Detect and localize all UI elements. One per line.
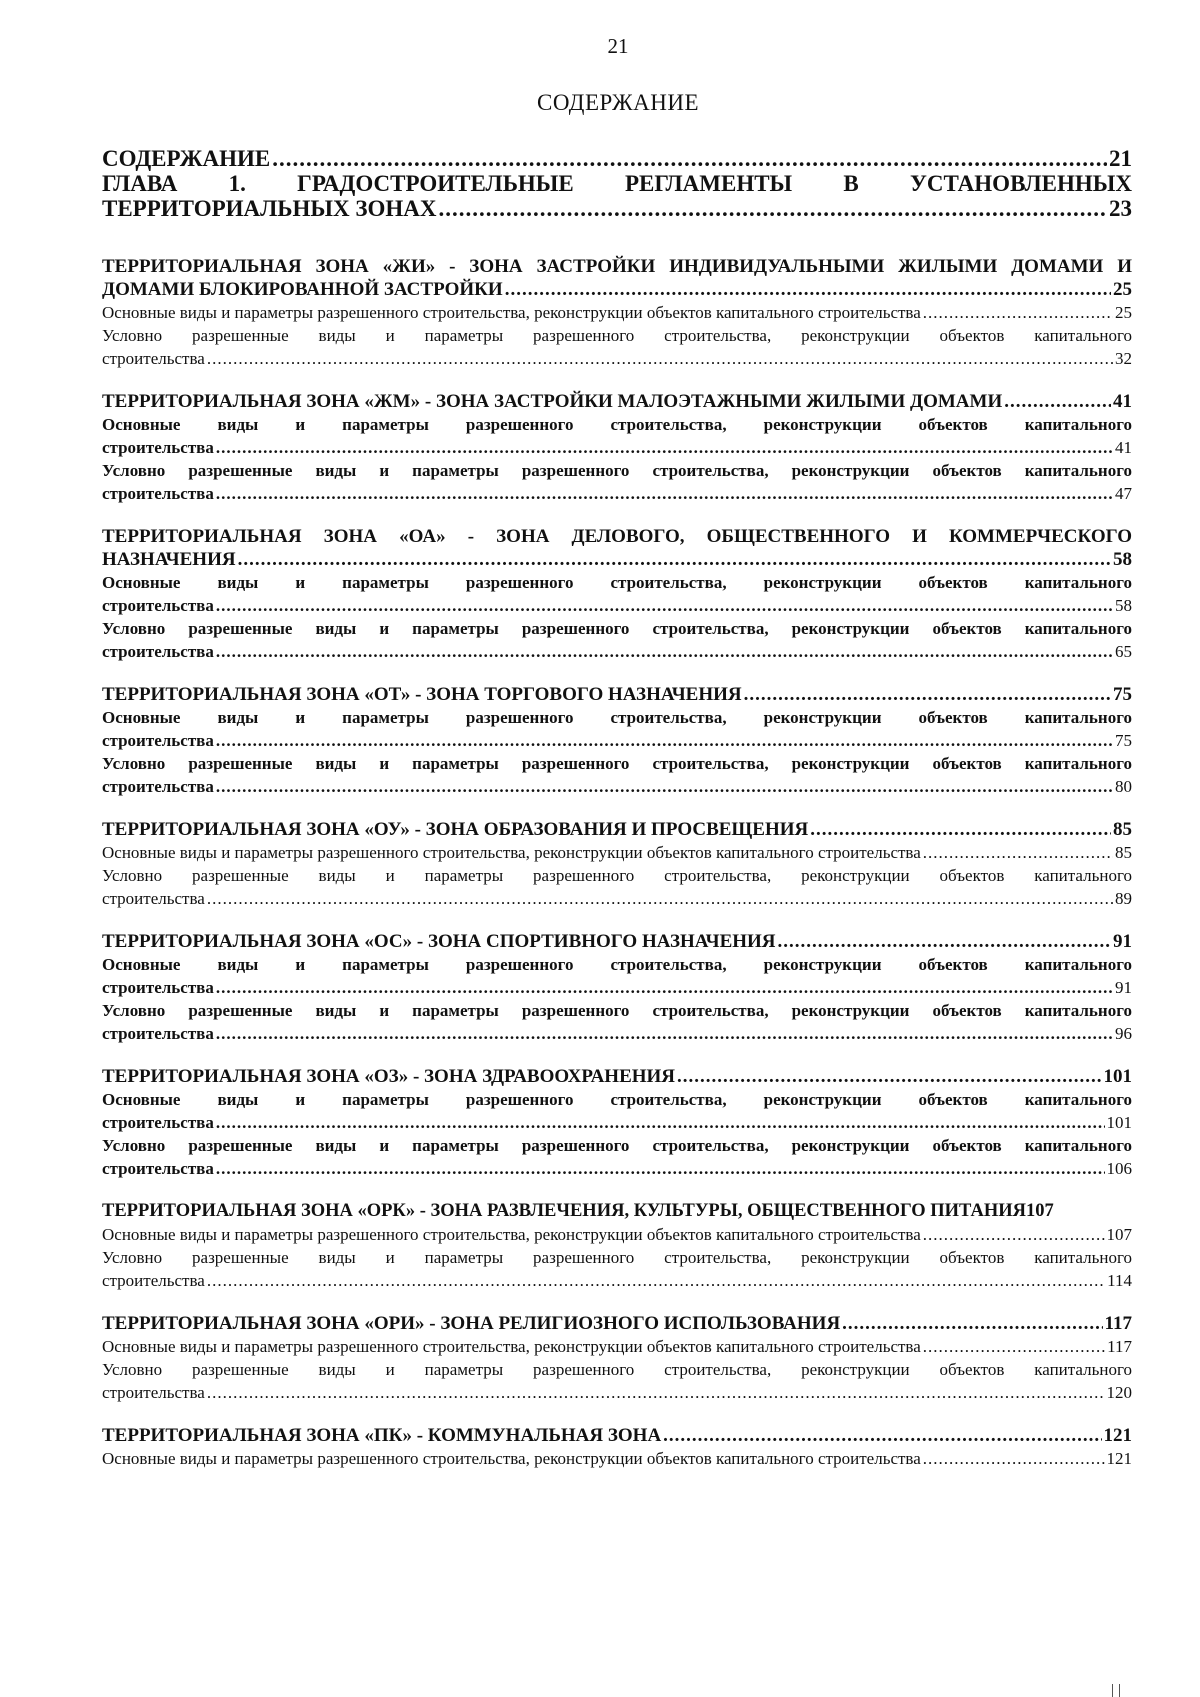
entry-text-line1: Условно разрешенные виды и параметры разрешенного строительства, реконструкции объектов капитального bbox=[102, 1001, 1132, 1020]
zone-title[interactable] bbox=[102, 1424, 1132, 1447]
leader-dots bbox=[216, 1157, 1105, 1180]
zone-page: 41 bbox=[1113, 391, 1132, 412]
zone-title-text: ДОМАМИ БЛОКИРОВАННОЙ ЗАСТРОЙКИ bbox=[102, 279, 503, 300]
leader-dots bbox=[923, 841, 1113, 864]
entry-text-line1: Условно разрешенные виды и параметры разрешенного строительства, реконструкции объектов капитального bbox=[102, 1248, 1132, 1267]
chapter-title-line1: ГЛАВА 1. ГРАДОСТРОИТЕЛЬНЫЕ РЕГЛАМЕНТЫ В УСТАНОВЛЕННЫХ bbox=[102, 171, 1132, 196]
entry-text-line1: Условно разрешенные виды и параметры разрешенного строительства, реконструкции объектов капитального bbox=[102, 866, 1132, 885]
zone-title-text: НАЗНАЧЕНИЯ bbox=[102, 549, 236, 570]
entry-text-line2: строительства bbox=[102, 731, 214, 750]
entry-page: 106 bbox=[1106, 1159, 1132, 1178]
entry-text-line2: строительства bbox=[102, 1159, 214, 1178]
entry-page: 121 bbox=[1106, 1449, 1132, 1468]
zone-main-types-entry[interactable] bbox=[102, 1447, 1132, 1470]
leader-dots bbox=[744, 683, 1111, 706]
zone-conditional-types-entry[interactable] bbox=[102, 752, 1132, 798]
entry-text-line1: Условно разрешенные виды и параметры разрешенного строительства, реконструкции объектов капитального bbox=[102, 619, 1132, 638]
zone-title-text: ТЕРРИТОРИАЛЬНАЯ ЗОНА «ОУ» - ЗОНА ОБРАЗОВАНИЯ И ПРОСВЕЩЕНИЯ bbox=[102, 819, 809, 840]
zone-page: 107 bbox=[1025, 1201, 1054, 1221]
zone-title[interactable] bbox=[102, 1200, 1132, 1223]
zone-page: 58 bbox=[1113, 549, 1132, 570]
zone-page: 121 bbox=[1103, 1425, 1132, 1446]
entry-text-line2: строительства bbox=[102, 1113, 214, 1132]
leader-dots bbox=[778, 930, 1111, 953]
scan-edge-mark bbox=[1112, 1684, 1120, 1697]
entry-text-line2: строительства bbox=[102, 1271, 205, 1290]
zone-title-text: ТЕРРИТОРИАЛЬНАЯ ЗОНА «ОРИ» - ЗОНА РЕЛИГИОЗНОГО ИСПОЛЬЗОВАНИЯ bbox=[102, 1313, 841, 1334]
zone-main-types-entry[interactable] bbox=[102, 706, 1132, 752]
entry-page: 58 bbox=[1115, 596, 1132, 615]
toc-zone-ot bbox=[102, 683, 1132, 798]
entry-text-line2: строительства bbox=[102, 484, 214, 503]
entry-text-line1: Условно разрешенные виды и параметры разрешенного строительства, реконструкции объектов капитального bbox=[102, 1360, 1132, 1379]
zone-title[interactable] bbox=[102, 818, 1132, 841]
entry-text-line2: строительства bbox=[102, 777, 214, 796]
toc-entry-page: 21 bbox=[1109, 146, 1132, 171]
page-number: 21 bbox=[607, 34, 629, 58]
chapter-title-text: ТЕРРИТОРИАЛЬНЫХ ЗОНАХ bbox=[102, 196, 437, 221]
entry-text-line1: Основные виды и параметры разрешенного строительства, реконструкции объектов капитального bbox=[102, 955, 1132, 974]
leader-dots bbox=[505, 278, 1111, 301]
leader-dots bbox=[677, 1065, 1101, 1088]
zone-conditional-types-entry[interactable] bbox=[102, 324, 1132, 370]
zone-title[interactable] bbox=[102, 683, 1132, 706]
zone-page: 117 bbox=[1104, 1313, 1132, 1334]
zone-conditional-types-entry[interactable] bbox=[102, 1358, 1132, 1404]
entry-text: Основные виды и параметры разрешенного строительства, реконструкции объектов капитального строительства bbox=[102, 1449, 921, 1468]
zone-title-line2[interactable] bbox=[102, 548, 1132, 571]
leader-dots bbox=[207, 1269, 1105, 1292]
zone-conditional-types-entry[interactable] bbox=[102, 999, 1132, 1045]
entry-text: Основные виды и параметры разрешенного строительства, реконструкции объектов капитального строительства bbox=[102, 843, 921, 862]
entry-text-line1: Основные виды и параметры разрешенного строительства, реконструкции объектов капитального bbox=[102, 415, 1132, 434]
toc-zone-ou bbox=[102, 818, 1132, 910]
entry-text-line2: строительства bbox=[102, 1024, 214, 1043]
toc-zone-os bbox=[102, 930, 1132, 1045]
zone-title[interactable] bbox=[102, 390, 1132, 413]
zone-title-line1[interactable]: ТЕРРИТОРИАЛЬНАЯ ЗОНА «ЖИ» - ЗОНА ЗАСТРОЙКИ ИНДИВИДУАЛЬНЫМИ ЖИЛЫМИ ДОМАМИ И bbox=[102, 256, 1132, 277]
entry-page: 47 bbox=[1115, 484, 1132, 503]
zone-title-text: ТЕРРИТОРИАЛЬНАЯ ЗОНА «ОТ» - ЗОНА ТОРГОВОГО НАЗНАЧЕНИЯ bbox=[102, 684, 742, 705]
zone-conditional-types-entry[interactable] bbox=[102, 459, 1132, 505]
leader-dots bbox=[216, 1022, 1113, 1045]
leader-dots bbox=[216, 1111, 1105, 1134]
zone-conditional-types-entry[interactable] bbox=[102, 1134, 1132, 1180]
zone-title[interactable] bbox=[102, 930, 1132, 953]
entry-text-line1: Условно разрешенные виды и параметры разрешенного строительства, реконструкции объектов капитального bbox=[102, 461, 1132, 480]
leader-dots bbox=[238, 548, 1111, 571]
leader-dots bbox=[923, 301, 1113, 324]
zone-conditional-types-entry[interactable] bbox=[102, 1246, 1132, 1292]
entry-text: Основные виды и параметры разрешенного строительства, реконструкции объектов капитального строительства bbox=[102, 303, 921, 322]
zone-page: 85 bbox=[1113, 819, 1132, 840]
leader-dots bbox=[216, 482, 1113, 505]
entry-text-line1: Основные виды и параметры разрешенного строительства, реконструкции объектов капитального bbox=[102, 1090, 1132, 1109]
leader-dots bbox=[810, 818, 1111, 841]
entry-text-line1: Условно разрешенные виды и параметры разрешенного строительства, реконструкции объектов капитального bbox=[102, 326, 1132, 345]
entry-page: 85 bbox=[1115, 843, 1132, 862]
entry-text-line2: строительства bbox=[102, 978, 214, 997]
toc-zone-oa bbox=[102, 525, 1132, 663]
zone-main-types-entry[interactable] bbox=[102, 571, 1132, 617]
leader-dots bbox=[216, 640, 1113, 663]
zone-page: 91 bbox=[1113, 931, 1132, 952]
zone-conditional-types-entry[interactable] bbox=[102, 864, 1132, 910]
leader-dots bbox=[207, 347, 1113, 370]
zone-title-text: ТЕРРИТОРИАЛЬНАЯ ЗОНА «ПК» - КОММУНАЛЬНАЯ ЗОНА bbox=[102, 1425, 662, 1446]
toc-heading: СОДЕРЖАНИЕ bbox=[536, 90, 699, 115]
zone-page: 25 bbox=[1113, 279, 1132, 300]
entry-page: 25 bbox=[1115, 303, 1132, 322]
entry-text-line1: Условно разрешенные виды и параметры разрешенного строительства, реконструкции объектов капитального bbox=[102, 754, 1132, 773]
entry-page: 41 bbox=[1115, 438, 1132, 457]
zone-main-types-entry[interactable] bbox=[102, 1335, 1132, 1358]
zone-page: 101 bbox=[1103, 1066, 1132, 1087]
entry-page: 107 bbox=[1106, 1225, 1132, 1244]
leader-dots bbox=[842, 1312, 1102, 1335]
entry-page: 114 bbox=[1107, 1271, 1132, 1290]
entry-page: 117 bbox=[1107, 1337, 1132, 1356]
entry-text-line2: строительства bbox=[102, 438, 214, 457]
leader-dots bbox=[923, 1447, 1105, 1470]
zone-main-types-entry[interactable] bbox=[102, 1088, 1132, 1134]
toc-entry-page: 23 bbox=[1109, 196, 1132, 221]
leader-dots bbox=[216, 775, 1113, 798]
entry-page: 101 bbox=[1106, 1113, 1132, 1132]
zone-title-text: ТЕРРИТОРИАЛЬНАЯ ЗОНА «ОС» - ЗОНА СПОРТИВНОГО НАЗНАЧЕНИЯ bbox=[102, 931, 776, 952]
chapter-title-line2 bbox=[102, 196, 1132, 221]
toc-zone-oz bbox=[102, 1065, 1132, 1180]
zone-title[interactable] bbox=[102, 1065, 1132, 1088]
zone-title-line1[interactable]: ТЕРРИТОРИАЛЬНАЯ ЗОНА «ОА» - ЗОНА ДЕЛОВОГО, ОБЩЕСТВЕННОГО И КОММЕРЧЕСКОГО bbox=[102, 526, 1132, 547]
zone-title-text: ТЕРРИТОРИАЛЬНАЯ ЗОНА «ОЗ» - ЗОНА ЗДРАВООХРАНЕНИЯ bbox=[102, 1066, 676, 1087]
entry-page: 65 bbox=[1115, 642, 1132, 661]
leader-dots bbox=[216, 594, 1113, 617]
zone-main-types-entry[interactable] bbox=[102, 1223, 1132, 1246]
toc-zone-ork bbox=[102, 1200, 1132, 1292]
leader-dots bbox=[272, 146, 1107, 171]
toc-zone-zhi bbox=[102, 255, 1132, 370]
zone-title-line2[interactable] bbox=[102, 278, 1132, 301]
leader-dots bbox=[207, 887, 1113, 910]
entry-page: 120 bbox=[1106, 1383, 1132, 1402]
zone-main-types-entry[interactable] bbox=[102, 953, 1132, 999]
zone-title[interactable] bbox=[102, 1312, 1132, 1335]
leader-dots bbox=[216, 976, 1113, 999]
zone-page: 75 bbox=[1113, 684, 1132, 705]
entry-page: 75 bbox=[1115, 731, 1132, 750]
toc-entry-chapter[interactable] bbox=[102, 171, 1132, 221]
leader-dots bbox=[1004, 390, 1111, 413]
entry-text-line2: строительства bbox=[102, 642, 214, 661]
leader-dots bbox=[663, 1424, 1101, 1447]
leader-dots bbox=[207, 1381, 1105, 1404]
entry-text: Основные виды и параметры разрешенного строительства, реконструкции объектов капитального строительства bbox=[102, 1225, 921, 1244]
zone-title-text: ТЕРРИТОРИАЛЬНАЯ ЗОНА «ЖМ» - ЗОНА ЗАСТРОЙКИ МАЛОЭТАЖНЫМИ ЖИЛЫМИ ДОМАМИ bbox=[102, 391, 1003, 412]
entry-page: 96 bbox=[1115, 1024, 1132, 1043]
leader-dots bbox=[923, 1335, 1105, 1358]
toc-entry-contents[interactable] bbox=[102, 146, 1132, 171]
leader-dots bbox=[216, 436, 1113, 459]
zone-conditional-types-entry[interactable] bbox=[102, 617, 1132, 663]
entry-text-line2: строительства bbox=[102, 1383, 205, 1402]
zone-title-text: ТЕРРИТОРИАЛЬНАЯ ЗОНА «ОРК» - ЗОНА РАЗВЛЕЧЕНИЯ, КУЛЬТУРЫ, ОБЩЕСТВЕННОГО ПИТАНИЯ bbox=[102, 1201, 1026, 1221]
toc-entry-label: СОДЕРЖАНИЕ bbox=[102, 146, 271, 171]
entry-text-line1: Основные виды и параметры разрешенного строительства, реконструкции объектов капитального bbox=[102, 573, 1132, 592]
leader-dots bbox=[438, 196, 1107, 221]
entry-page: 91 bbox=[1115, 978, 1132, 997]
leader-dots bbox=[216, 729, 1113, 752]
zone-main-types-entry[interactable] bbox=[102, 301, 1132, 324]
table-of-contents bbox=[102, 146, 1132, 1470]
entry-page: 80 bbox=[1115, 777, 1132, 796]
zone-main-types-entry[interactable] bbox=[102, 841, 1132, 864]
entry-page: 32 bbox=[1115, 349, 1132, 368]
entry-text-line1: Основные виды и параметры разрешенного строительства, реконструкции объектов капитального bbox=[102, 708, 1132, 727]
entry-text-line2: строительства bbox=[102, 349, 205, 368]
entry-text: Основные виды и параметры разрешенного строительства, реконструкции объектов капитального строительства bbox=[102, 1337, 921, 1356]
leader-dots bbox=[923, 1223, 1105, 1246]
entry-page: 89 bbox=[1115, 889, 1132, 908]
entry-text-line2: строительства bbox=[102, 889, 205, 908]
toc-zone-ori bbox=[102, 1312, 1132, 1404]
zone-main-types-entry[interactable] bbox=[102, 413, 1132, 459]
toc-zone-zhm bbox=[102, 390, 1132, 505]
entry-text-line2: строительства bbox=[102, 596, 214, 615]
entry-text-line1: Условно разрешенные виды и параметры разрешенного строительства, реконструкции объектов капитального bbox=[102, 1136, 1132, 1155]
toc-zone-pk bbox=[102, 1424, 1132, 1470]
